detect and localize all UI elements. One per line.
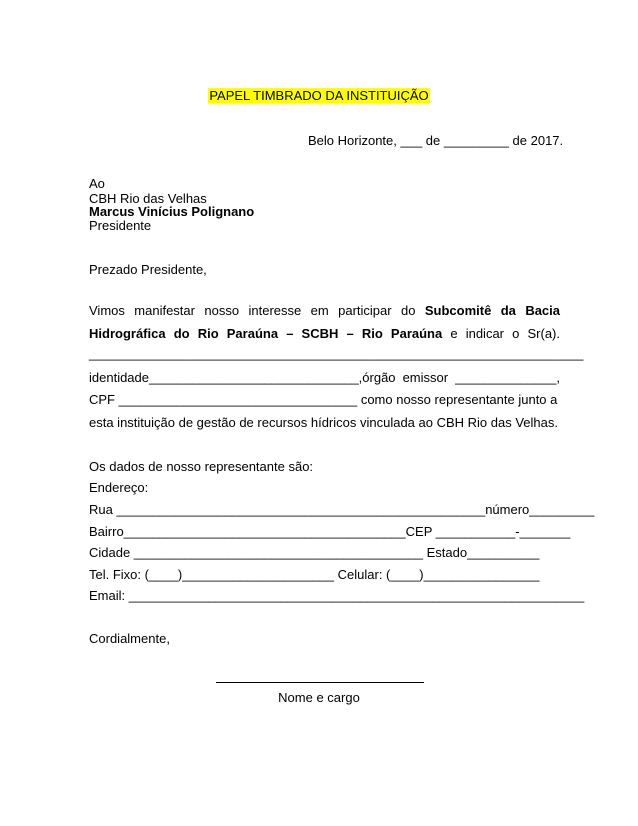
recipient-org: CBH Rio das Velhas: [89, 191, 207, 206]
body-line-2-bold: Hidrográfica do Rio Paraúna – SCBH – Rio Paraúna: [89, 326, 443, 341]
rep-city: Cidade ________________________________________ Estado__________: [89, 545, 540, 560]
recipient-name: Marcus Vinícius Polignano: [89, 204, 255, 219]
body-line-2: [89, 326, 560, 342]
rep-address-label: Endereço:: [89, 480, 149, 495]
recipient-role: Presidente: [89, 218, 152, 233]
body-line-1-bold: Subcomitê da Bacia: [424, 303, 561, 318]
rep-intro: Os dados de nosso representante são:: [89, 459, 314, 474]
signature-label: Nome e cargo: [278, 690, 360, 705]
signature-line: [216, 682, 424, 683]
rep-street: Rua ___________________________________________________número_________: [89, 502, 595, 517]
body-line-6: esta instituição de gestão de recursos hídricos vinculada ao CBH Rio das Velhas.: [89, 415, 558, 430]
body-paragraph-2: [89, 326, 560, 342]
date-line: Belo Horizonte, ___ de _________ de 2017.: [308, 133, 564, 148]
body-line-1-text: Vimos manifestar nosso interesse em participar do: [89, 303, 416, 318]
body-line-3: ___________________________________________________________________: [89, 346, 584, 361]
recipient-to: Ao: [89, 176, 105, 191]
body-line-4a: identidade_____________________________,órgão: [89, 370, 396, 385]
closing: Cordialmente,: [89, 631, 170, 646]
body-line-4: [89, 370, 560, 386]
body-paragraph-4: [89, 370, 560, 386]
rep-phone: Tel. Fixo: (____)_____________________ Celular: (____)________________: [89, 567, 540, 582]
rep-email: Email: _______________________________________________________________: [89, 588, 585, 603]
body-line-5: CPF _________________________________ como nosso representante junto a: [89, 392, 558, 407]
body-line-4c: ______________,: [455, 370, 560, 385]
body-line-4b: emissor: [402, 370, 449, 385]
body-paragraph: [89, 303, 560, 319]
rep-district: Bairro_______________________________________CEP ___________-_______: [89, 524, 571, 539]
letterhead-wrap: [0, 88, 638, 103]
salutation: Prezado Presidente,: [89, 262, 207, 277]
body-line-1: [89, 303, 560, 319]
body-line-2-text: e indicar o Sr(a).: [450, 326, 560, 341]
letterhead-title: PAPEL TIMBRADO DA INSTITUIÇÃO: [209, 88, 429, 103]
